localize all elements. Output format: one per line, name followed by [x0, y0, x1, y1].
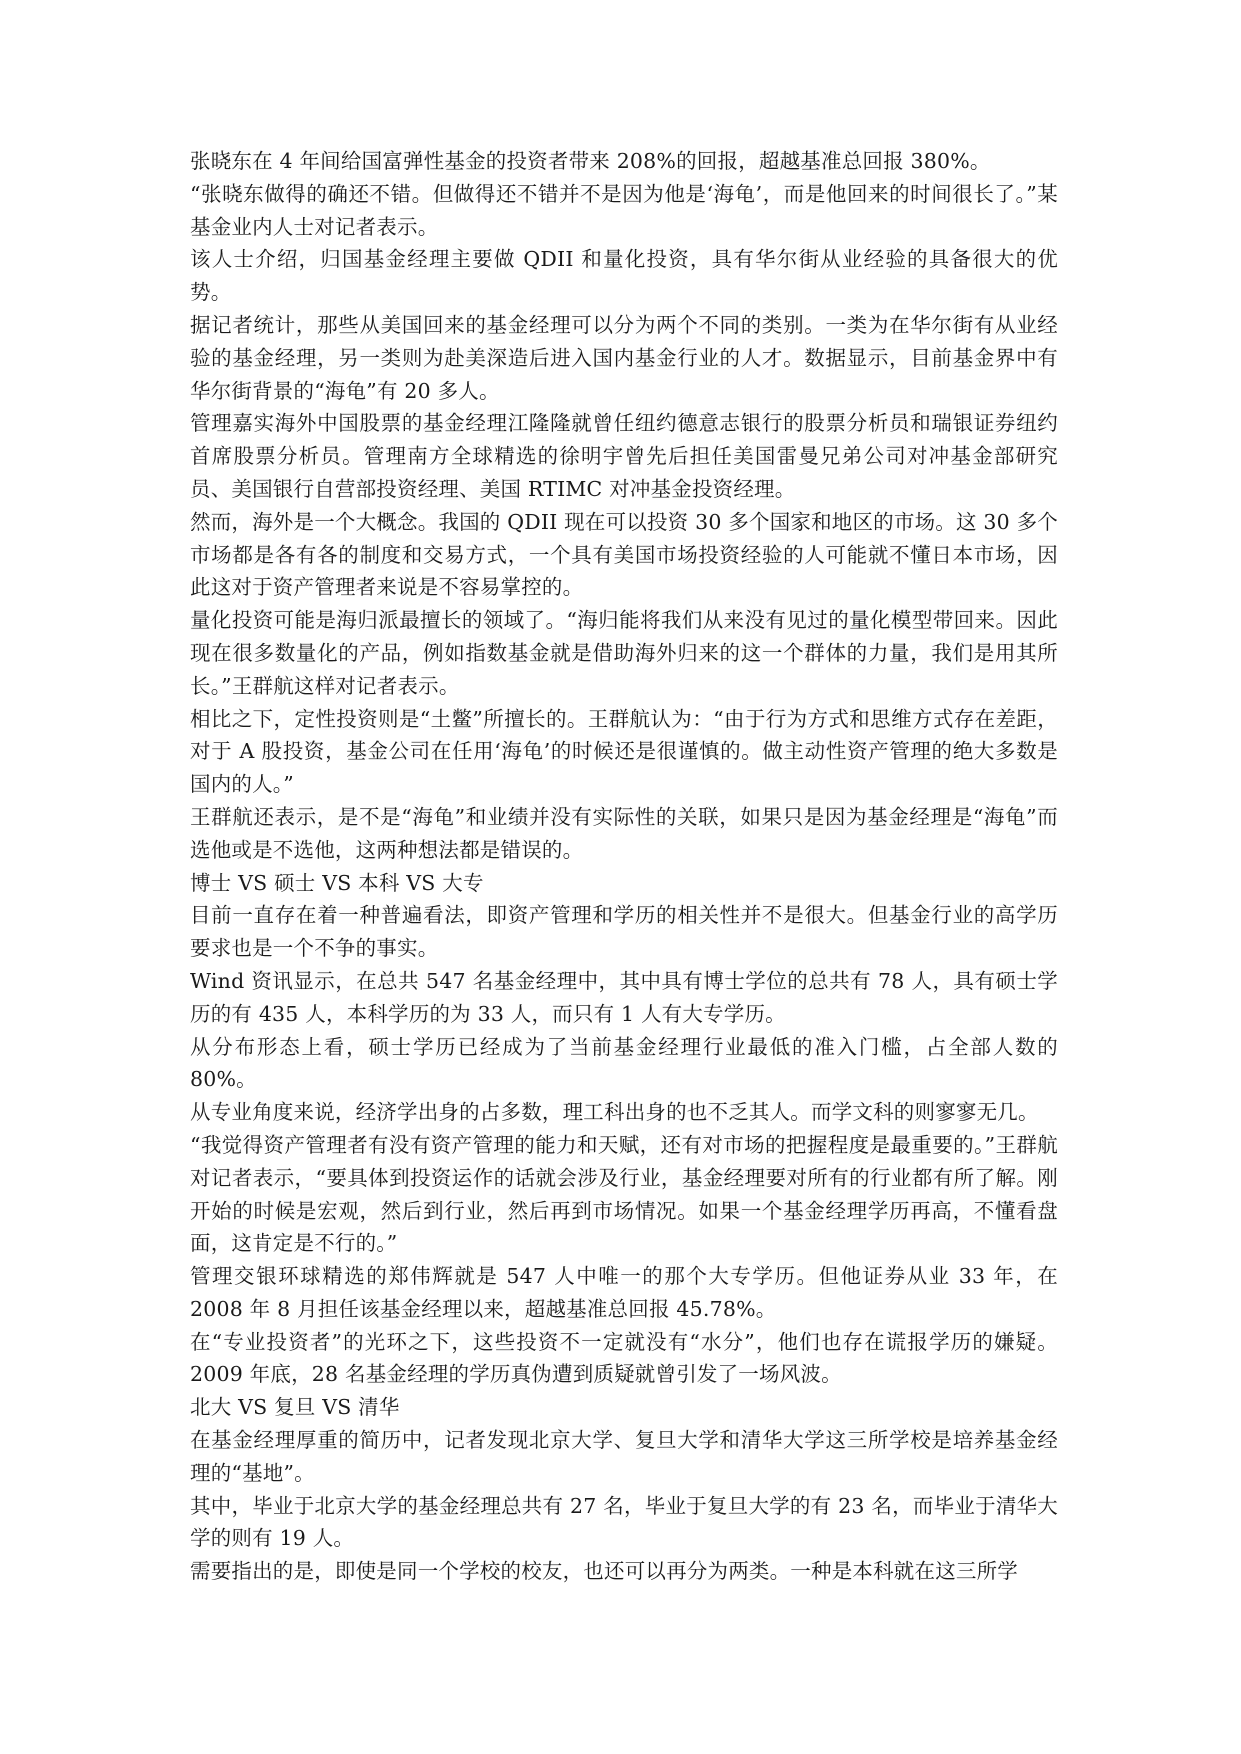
paragraph-masters-threshold: 从分布形态上看，硕士学历已经成为了当前基金经理行业最低的准入门槛，占全部人数的 80%。: [190, 1034, 1058, 1092]
paragraph-no-correlation: 王群航还表示，是不是“海龟”和业绩并没有实际性的关联，如果只是因为基金经理是“海龟”而选他或是不选他，这两种想法都是错误的。: [190, 804, 1058, 862]
paragraph-overseas-concept: 然而，海外是一个大概念。我国的 QDII 现在可以投资 30 多个国家和地区的市场。这 30 多个市场都是各有各的制度和交易方式，一个具有美国市场投资经验的人可能就不懂日本市场，因此这对于资产管理者来说是不容易掌控的。: [190, 509, 1059, 600]
section-heading-universities: 北大 VS 复旦 VS 清华: [190, 1395, 400, 1420]
paragraph-quote-haigui: “张晓东做得的确还不错。但做得还不错并不是因为他是‘海龟’，而是他回来的时间很长了。”某基金业内人士对记者表示。: [190, 181, 1058, 239]
paragraph-university-counts: 其中，毕业于北京大学的基金经理总共有 27 名，毕业于复旦大学的有 23 名，而毕业于清华大学的则有 19 人。: [190, 1493, 1058, 1551]
paragraph-managers-background: 管理嘉实海外中国股票的基金经理江隆隆就曾任纽约德意志银行的股票分析员和瑞银证券纽约首席股票分析员。管理南方全球精选的徐明宇曾先后担任美国雷曼兄弟公司对冲基金部研究员、美国银行自营部投资经理、美国 RTIMC 对冲基金投资经理。: [190, 411, 1058, 501]
section-heading-degrees: 博士 VS 硕士 VS 本科 VS 大专: [190, 870, 484, 895]
paragraph-quant-investing: 量化投资可能是海归派最擅长的领域了。“海归能将我们从来没有见过的量化模型带回来。因此现在很多数量化的产品，例如指数基金就是借助海外归来的这一个群体的力量，我们是用其所长。”王群航这样对记者表示。: [190, 608, 1058, 698]
document-page: [190, 145, 1058, 1588]
paragraph-wang-quote: “我觉得资产管理者有没有资产管理的能力和天赋，还有对市场的把握程度是最重要的。”王群航对记者表示，“要具体到投资运作的话就会涉及行业，基金经理要对所有的行业都有所了解。刚开始的时候是宏观，然后到行业，然后再到市场情况。如果一个基金经理学历再高，不懂看盘面，这肯定是不行的。”: [190, 1132, 1058, 1256]
paragraph-alumni-types: 需要指出的是，即使是同一个学校的校友，也还可以再分为两类。一种是本科就在这三所学: [190, 1559, 1018, 1584]
paragraph-qdii-quant: 该人士介绍，归国基金经理主要做 QDII 和量化投资，具有华尔街从业经验的具备很大的优势。: [190, 247, 1058, 305]
paragraph-false-degrees: 在“专业投资者”的光环之下，这些投资不一定就没有“水分”，他们也存在谎报学历的嫌疑。2009 年底，28 名基金经理的学历真伪遭到质疑就曾引发了一场风波。: [190, 1329, 1058, 1387]
paragraph-two-categories: 据记者统计，那些从美国回来的基金经理可以分为两个不同的类别。一类为在华尔街有从业经验的基金经理，另一类则为赴美深造后进入国内基金行业的人才。数据显示，目前基金界中有华尔街背景的“海龟”有 20 多人。: [190, 312, 1058, 403]
paragraph-zhang-return: 张晓东在 4 年间给国富弹性基金的投资者带来 208%的回报，超越基准总回报 380%。: [190, 149, 991, 173]
paragraph-wind-stats: Wind 资讯显示，在总共 547 名基金经理中，其中具有博士学位的总共有 78 人，具有硕士学历的有 435 人，本科学历的为 33 人，而只有 1 人有大专学历。: [190, 968, 1058, 1026]
paragraph-education-view: 目前一直存在着一种普遍看法，即资产管理和学历的相关性并不是很大。但基金行业的高学历要求也是一个不争的事实。: [190, 903, 1058, 961]
paragraph-qualitative-investing: 相比之下，定性投资则是“土鳖”所擅长的。王群航认为：“由于行为方式和思维方式存在差距，对于 A 股投资，基金公司在任用‘海龟’的时候还是很谨慎的。做主动性资产管理的绝大多数是国内的人。”: [190, 706, 1058, 797]
paragraph-universities-base: 在基金经理厚重的简历中，记者发现北京大学、复旦大学和清华大学这三所学校是培养基金经理的“基地”。: [190, 1428, 1058, 1485]
paragraph-zheng-weihui: 管理交银环球精选的郑伟辉就是 547 人中唯一的那个大专学历。但他证券从业 33 年，在 2008 年 8 月担任该基金经理以来，超越基准总回报 45.78%。: [190, 1264, 1058, 1321]
paragraph-major-background: 从专业角度来说，经济学出身的占多数，理工科出身的也不乏其人。而学文科的则寥寥无几。: [190, 1100, 1039, 1125]
